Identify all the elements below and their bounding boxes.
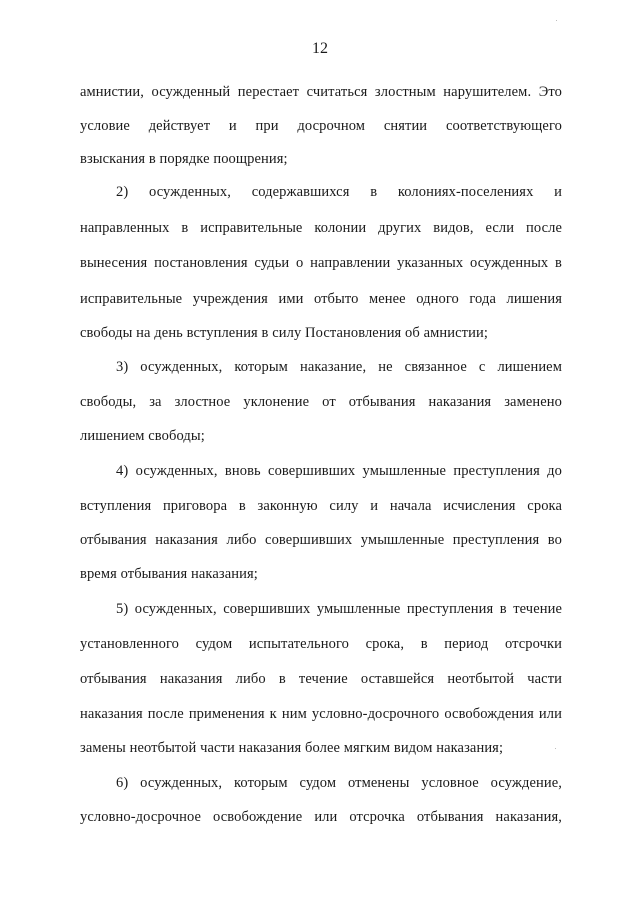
text-line: лишением свободы;	[80, 428, 205, 444]
text-line: 5) осужденных, совершивших умышленные преступления в течение	[116, 601, 562, 617]
text-line: вынесения постановления судьи о направлении указанных осужденных в	[80, 255, 562, 271]
text-line: исправительные учреждения ими отбыто менее одного года лишения	[80, 291, 562, 307]
text-line: 4) осужденных, вновь совершивших умышленные преступления до	[116, 463, 562, 479]
page-number: 12	[312, 40, 328, 57]
text-line: 3) осужденных, которым наказание, не связанное с лишением	[116, 359, 562, 375]
text-line: время отбывания наказания;	[80, 566, 258, 582]
text-line: взыскания в порядке поощрения;	[80, 151, 288, 167]
text-line: замены неотбытой части наказания более мягким видом наказания;	[80, 740, 504, 756]
text-line: 6) осужденных, которым судом отменены условное осуждение,	[116, 775, 562, 791]
text-line: условие действует и при досрочном снятии соответствующего	[80, 118, 562, 134]
text-line: амнистии, осужденный перестает считаться злостным нарушителем. Это	[80, 84, 562, 100]
text-line: установленного судом испытательного срока, в период отсрочки	[80, 636, 562, 652]
text-line: направленных в исправительные колонии других видов, если после	[80, 220, 562, 236]
text-line: условно-досрочное освобождение или отсрочка отбывания наказания,	[80, 809, 562, 825]
text-line: вступления приговора в законную силу и начала исчисления срока	[80, 498, 562, 514]
text-line: свободы на день вступления в силу Постановления об амнистии;	[80, 325, 488, 341]
text-line: свободы, за злостное уклонение от отбывания наказания заменено	[80, 394, 562, 410]
text-line: наказания после применения к ним условно-досрочного освобождения или	[80, 706, 562, 722]
scan-speck	[555, 748, 556, 749]
scan-speck	[556, 20, 557, 21]
text-line: отбывания наказания либо совершивших умышленные преступления во	[80, 532, 562, 548]
text-line: 2) осужденных, содержавшихся в колониях-поселениях и	[116, 184, 562, 200]
text-line: отбывания наказания либо в течение оставшейся неотбытой части	[80, 671, 562, 687]
